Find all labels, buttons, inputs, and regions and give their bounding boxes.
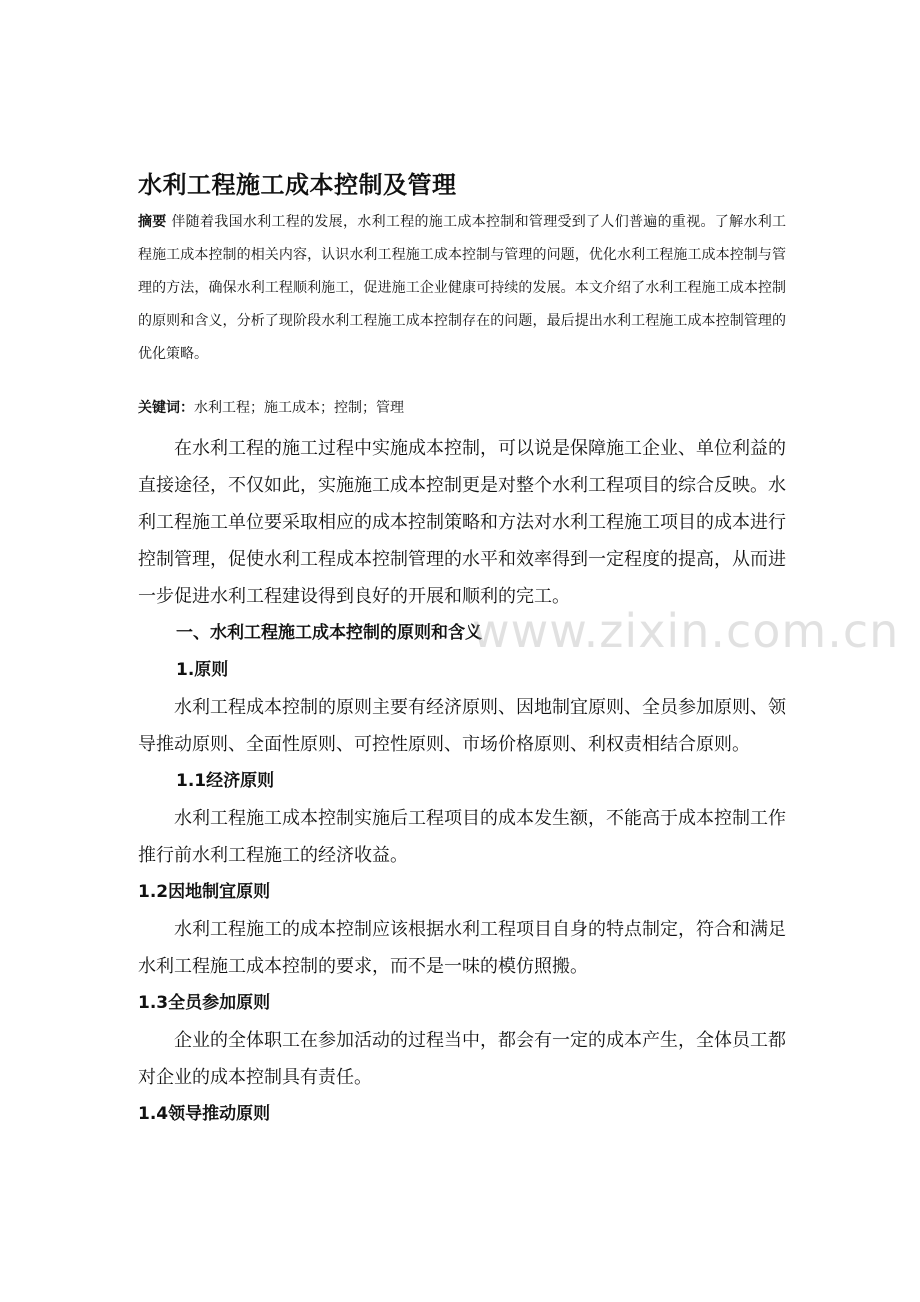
watermark-text: www.zixin.com.cn <box>472 604 900 658</box>
subsection-1-paragraph: 水利工程成本控制的原则主要有经济原则、因地制宜原则、全员参加原则、领导推动原则、全面性原则、可控性原则、市场价格原则、利权责相结合原则。 <box>138 697 786 755</box>
subsection-1-4-heading: 1.4领导推动原则 <box>138 1104 271 1124</box>
subsection-1-1-heading: 1.1经济原则 <box>176 771 275 791</box>
abstract-label: 摘要 <box>138 214 167 230</box>
subsection-1-3-heading: 1.3全员参加原则 <box>138 993 271 1013</box>
subsection-1-heading: 1.原则 <box>176 660 229 680</box>
abstract-text: 伴随着我国水利工程的发展，水利工程的施工成本控制和管理受到了人们普遍的重视。了解水利工程施工成本控制的相关内容，认识水利工程施工成本控制与管理的问题，优化水利工程施工成本控制与管理的方法，确保水利工程顺利施工，促进施工企业健康可持续的发展。本文介绍了水利工程施工成本控制的原则和含义，分析了现阶段水利工程施工成本控制存在的问题，最后提出水利工程施工成本控制管理的优化策略。 <box>138 214 787 362</box>
intro-paragraph: 在水利工程的施工过程中实施成本控制，可以说是保障施工企业、单位利益的直接途径，不仅如此，实施施工成本控制更是对整个水利工程项目的综合反映。水利工程施工单位要采取相应的成本控制策略和方法对水利工程施工项目的成本进行控制管理，促使水利工程成本控制管理的水平和效率得到一定程度的提高，从而进一步促进水利工程建设得到良好的开展和顺利的完工。 <box>138 438 786 607</box>
keywords-text: 水利工程；施工成本；控制；管理 <box>194 400 404 416</box>
subsection-1-3-paragraph: 企业的全体职工在参加活动的过程当中，都会有一定的成本产生，全体员工都对企业的成本控制具有责任。 <box>138 1030 786 1088</box>
subsection-1-1-paragraph: 水利工程施工成本控制实施后工程项目的成本发生额，不能高于成本控制工作推行前水利工程施工的经济收益。 <box>138 808 786 866</box>
keywords-label: 关键词： <box>138 400 194 416</box>
document-title: 水利工程施工成本控制及管理 <box>138 171 457 199</box>
document-body <box>138 430 786 1133</box>
keywords-line <box>138 394 786 422</box>
abstract-paragraph <box>138 206 786 371</box>
section-1-heading: 一、水利工程施工成本控制的原则和含义 <box>176 623 482 643</box>
subsection-1-2-heading: 1.2因地制宜原则 <box>138 882 271 902</box>
subsection-1-2-paragraph: 水利工程施工的成本控制应该根据水利工程项目自身的特点制定，符合和满足水利工程施工成本控制的要求，而不是一味的模仿照搬。 <box>138 919 786 977</box>
